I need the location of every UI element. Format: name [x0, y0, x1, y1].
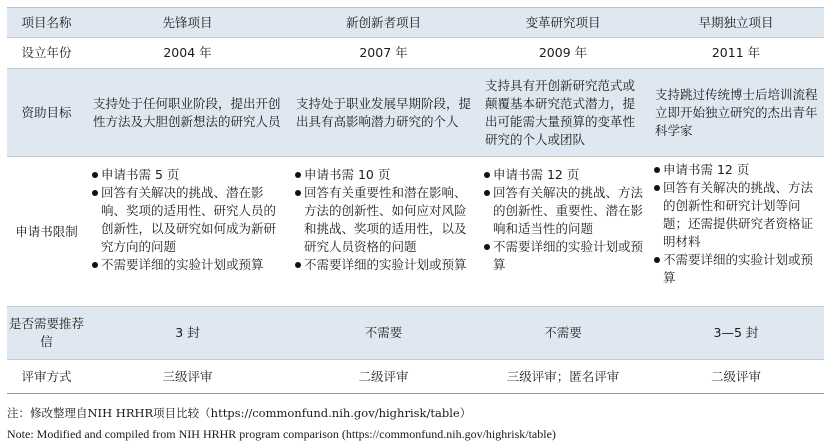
- row-label: 申请书限制: [15, 223, 78, 239]
- program-comparison-table: [7, 7, 824, 394]
- row-label: 资助目标: [21, 104, 72, 120]
- table-cell: 三级评审；匿名评审: [506, 368, 620, 384]
- row-label: 设立年份: [21, 45, 72, 60]
- list-item: 回答有关解决的挑战、潜在影响、奖项的适用性、研究人员的创新性，以及研究如何成为新研究方向的问题: [90, 184, 285, 256]
- table-cell: 不需要: [364, 325, 403, 340]
- list-item: 回答有关解决的挑战、方法的创新性和研究计划等问题；还需提供研究者资格证明材料: [652, 179, 820, 251]
- bullet-list: [478, 166, 648, 274]
- table-cell: [648, 157, 824, 306]
- list-item: 申请书需 12 页: [482, 166, 644, 184]
- list-item: 申请书需 5 页: [90, 166, 285, 184]
- table-cell: 2009 年: [538, 45, 588, 60]
- note-chinese: 注：修改整理自NIH HRHR项目比较（https://commonfund.nih.gov/highrisk/table）: [7, 406, 472, 420]
- table-cell: 2004 年: [163, 45, 212, 60]
- list-item: 回答有关重要性和潜在影响、方法的创新性、如何应对风险和挑战、奖项的适用性，以及研究人员资格的问题: [293, 184, 474, 256]
- table-cell: 二级评审: [358, 368, 409, 384]
- table-cell: [86, 157, 289, 306]
- table-cell: 3—5 封: [713, 325, 759, 340]
- header-cell: 项目名称: [21, 14, 72, 30]
- header-cell: 变革研究项目: [525, 14, 601, 30]
- bullet-list: [289, 166, 478, 274]
- table-row: [7, 307, 824, 360]
- table-cell: 三级评审: [162, 368, 213, 384]
- table-row: [7, 360, 824, 394]
- list-item: 不需要详细的实验计划或预算: [293, 256, 474, 274]
- header-cell: 先锋项目: [162, 14, 213, 30]
- table-cell: 2011 年: [711, 45, 761, 60]
- table-row: [7, 38, 824, 69]
- list-item: 回答有关解决的挑战、方法的创新性、重要性、潜在影响和适当性的问题: [482, 184, 644, 238]
- table-header-row: [7, 7, 824, 38]
- table-cell: 支持处于职业发展早期阶段，提出具有高影响潜力研究的个人: [296, 95, 472, 129]
- table-cell: 支持处于任何职业阶段，提出开创性方法及大胆创新想法的研究人员: [93, 95, 281, 129]
- list-item: 不需要详细的实验计划或预算: [90, 256, 285, 274]
- note-english: Note: Modified and compiled from NIH HRHR program comparison (https://commonfund.nih.gov/highrisk/table): [7, 427, 556, 441]
- table-cell: [478, 157, 648, 306]
- table-row: [7, 157, 824, 307]
- table-cell: [289, 157, 478, 306]
- list-item: 不需要详细的实验计划或预算: [482, 238, 644, 274]
- table-notes: [7, 403, 556, 445]
- header-cell: 早期独立项目: [698, 14, 774, 30]
- row-label: 是否需要推荐信: [8, 316, 84, 349]
- list-item: 不需要详细的实验计划或预算: [652, 251, 820, 287]
- table-cell: 2007 年: [359, 45, 408, 60]
- header-cell: 新创新者项目: [345, 14, 421, 30]
- list-item: 申请书需 10 页: [293, 166, 474, 184]
- table-cell: 支持具有开创新研究范式或颠覆基本研究范式潜力，提出可能需大量预算的变革性研究的个人或团队: [485, 77, 636, 147]
- table-cell: 3 封: [175, 325, 200, 340]
- bullet-list: [86, 166, 289, 274]
- table-cell: 不需要: [544, 325, 582, 340]
- table-cell: 二级评审: [710, 368, 761, 384]
- table-row: [7, 69, 824, 157]
- list-item: 申请书需 12 页: [652, 161, 820, 179]
- bullet-list: [648, 161, 824, 287]
- table-cell: 支持跳过传统博士后培训流程立即开始独立研究的杰出青年科学家: [655, 86, 818, 138]
- row-label: 评审方式: [21, 368, 72, 384]
